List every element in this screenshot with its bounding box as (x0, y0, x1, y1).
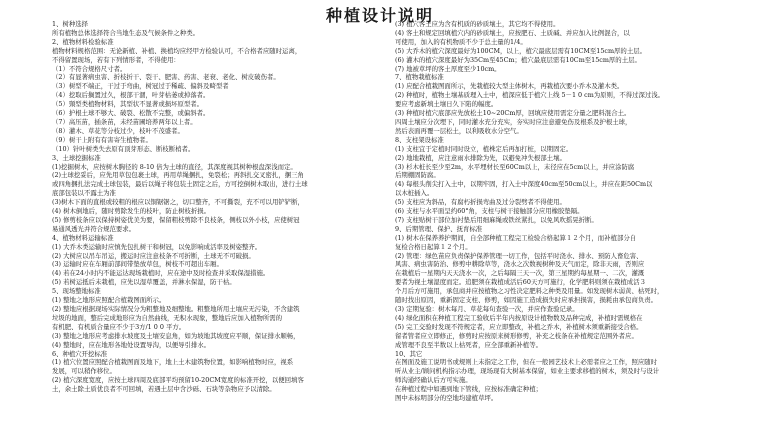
text-line: (2) 植穴深度宽度，应按土球四周及底部平均预留10-20CM宽度的标准开挖，以便回填客 (52, 376, 304, 385)
text-line: (5) 完工交验时发现不符规定者，应立即整改，补植之乔木，补植树木须重新接受合格。 (395, 322, 643, 331)
text-line: 复检合格日起算１２个月。 (395, 242, 472, 251)
text-line: 听从业主/顾问机构指示办理，现场现有大树基本保留，如业主要求移植的树木，须及时与设计 (395, 367, 660, 376)
page-title: 种植设计说明 (325, 6, 434, 25)
text-line: 随时找出原因，重新固定支柱、修剪，如因施工造成损失时应承担损害，损耗由承包商负责。 (395, 296, 658, 305)
text-line: （2）有显著病虫害、折枝折干、裂干、肥害、药害、老衰、老化、树皮破伤者。 (52, 73, 280, 82)
text-line: (1) 支柱宜于定植时同时设立，植株定后再加打桩，以期固定。 (395, 144, 573, 153)
text-line: 2、植物材料检验标准 (52, 37, 114, 46)
text-line: 要应考虑新填土壤日久下陷的幅度。 (395, 100, 498, 109)
text-line: (1) 植穴位置应照配合植栽图面及地下，地上土木建筑物位置，如影响植物时应，视系 (52, 358, 294, 367)
text-line: 3、土球挖掘标准 (52, 153, 101, 162)
text-line: 图中未标明部分的空地均建植草坪。 (395, 394, 498, 403)
text-line: (2) 大树应以吊车吊运，搬运时应注意枝条不可折断，土球无不可破损。 (52, 251, 255, 260)
text-line: (3) 定期复验：树木每月、草花每旬查验一次，并应作查验记录。 (395, 305, 579, 313)
text-line: 4、植物材料运输标准 (52, 233, 114, 242)
text-line: (5) 支柱应为斜品，有腐朽折损弯曲及过分裂劈者不得使用。 (395, 198, 566, 207)
text-line: 后期棚固防腐。 (395, 171, 440, 180)
text-line: (7) 支柱贴树干部位加衬垫后用细麻绳或铁丝紧扎，以免风吹摇晃折断。 (395, 215, 598, 224)
text-line: （3）树型不端正，干过于弯曲，树冠过于稀疏、偏斜及畸型者 (52, 82, 229, 91)
text-line: 易通风透光并符合规范要求。 (52, 224, 136, 233)
text-line: (1) 应配合植栽图面所示，先栽植较大型主体树木，再栽植次要小乔木及灌木类。 (395, 82, 624, 91)
text-line: 风害、病虫害防治、修剪中耕除草等，浇水之次数视树种及天气而定，除非天雨，否则应 (395, 260, 645, 269)
text-line: 要者为视土壤湿度而定。追肥须在栽植成活后60天方可施行，化学肥料则须在栽植成活３ (395, 278, 646, 287)
text-line: 个月后方可施用，承包商并应按植物之习性决定肥料之种类及用量。如发现树木弱黄、枯死时， (395, 287, 664, 296)
text-line: 可使用，加入的有机物质不少于总土量的1/4。 (395, 37, 527, 46)
text-line: 所有植物总体选择符合当地生态及气候条件之种类。 (52, 28, 199, 37)
text-line: (3)树木下面的直根或较粗的根应以铜锯锯之，切口整齐，不可撕裂，充不可以用铲铲断， (52, 198, 304, 207)
text-line: (4) 树木倒地后，随时剪除发生的枝叶，防止树枝折损。 (52, 207, 211, 216)
text-line: 6、种植穴开挖标准 (52, 349, 108, 358)
text-line: (2)土球挖妥后，应先用草包包裹土球，再用草绳捆扎，免裂松；再斜扎交叉密扎，捆三角 (52, 171, 304, 180)
text-line: (3) 运输时应在车厢前部间带垫放草包，树枝不可超出车厢。 (52, 260, 223, 269)
text-line: 四周土壤应分次埋下，同时灌水充分充实，夯实时应注意避免伤及根系及护根土球， (395, 117, 632, 126)
text-line: （7）高压苗，插条苗，未经苗圃培养两年以上者。 (52, 117, 197, 126)
text-line: 植物材料规格范围：无论新植、补植、换植均应经甲方检验认可，不合格者应随时运离， (52, 46, 302, 55)
text-line: (3) 杉木桩长至少至2m，水平埋材长至60Cm以上，末径应在5cm以上，并应涂防腐 (395, 162, 635, 171)
text-line: 土，余土除土质优良者不可回填，若遇土层中含沙砾、石块等杂物应予以清除。 (52, 385, 276, 394)
text-line: (6) 支柱与水平面呈约60°角，支柱与树干接触部分应用橡胶垫隔。 (395, 207, 584, 216)
text-line: (1) 大乔木类运输时应慎先包扎树干和树冠，以免影响成活率及树姿整齐。 (52, 242, 262, 251)
text-line: 在栽植后一星期内天天浇水一次，之后每隔三天一次，第三星期约每星期一、二次，灌溉 (395, 269, 645, 278)
text-line: (2) 管理：绿色苗应负责保护保养管理一切工作，包括平时浇水、排水、预防人畜危害、 (395, 251, 643, 260)
text-line: 有机肥、有机质合量应不少于3方/1 0 0 平方。 (52, 322, 186, 331)
text-line: （4）挖取后搁置过久，根部干涸，叶芽枯萎或掉落者。 (52, 91, 210, 100)
text-line: （6）护根土球不够大、破裂、松散不完整，或偏斜者。 (52, 109, 210, 118)
text-line: 垃圾的地面，整后完成地形应为自然曲线，无积水现象，整地后应加入植物所需的 (52, 313, 283, 322)
text-line: 在种植过程中如遇到地下管线，应按标准确定种植； (395, 385, 542, 394)
text-line: (5) 修剪枝条应以保持树姿优美为要，保留粗枝剪除不良枝条，侧枝以外小枝，应使树冠 (52, 215, 300, 224)
text-line: 1、树种选择 (52, 20, 89, 28)
text-line: (4) 每根头削尖打入土中，以期牢固，打入土中深度40cm至50cm以上，并应在距50Cm以 (395, 180, 653, 189)
text-line: (4) 绿化面积在种植工程完工验收后半年内按原设计植物数及品种完成，补植时需规格在 (395, 313, 643, 322)
text-line: 留者管者应立即修正，修剪时应按原来树形修剪，补充之枝条在补植规定范围外者应。 (395, 331, 638, 340)
text-line: (5) 大乔木的植穴深度最好为100CM，以上，植穴最底层需有10CM至15cm厚的土层。 (395, 46, 646, 55)
text-line: （1）不符合规格尺寸者。 (52, 64, 127, 73)
text-line: 7、植物栽植标准 (395, 73, 444, 82)
text-line: （8）灌木、草花等分枝过少，枝叶不茂盛者。 (52, 126, 184, 135)
left-text-column (52, 20, 407, 394)
text-line: (1) 树木在保养养护期间，自全部种植工程完工检验合格起算１２个月，而补植部分自 (395, 233, 637, 242)
text-line: (6) 灌木的植穴深度最好为35Cm至45Cm；植穴最底层需有10Cm至15cm厚的土层。 (395, 55, 641, 64)
text-line: (3) 种植时植穴底部应先放松土10~20Cm厚，回填应使用需定分量之肥料混合土。 (395, 109, 631, 118)
text-line: 在图面及施工说明书或规则上未指定之工作，但在一般园艺技术上必需者应之工作，照应随时 (395, 358, 658, 367)
text-line: （5）頸型类植物材料，其型状不显著或损坏原型者。 (52, 100, 204, 109)
text-line: 10、其它 (395, 349, 423, 358)
text-line: （10）针叶树类失去原有顶芽形态、断枝断梢者。 (52, 144, 195, 153)
text-line: (5) 若树运抵后未栽植，应先以湿草覆盖，并淋水保湿，防干枯。 (52, 278, 236, 287)
text-line: (4) 整地时，应在地形各地处设置导沟，以便导引排水。 (52, 340, 211, 349)
text-line: 8、支柱架设标准 (395, 135, 444, 144)
text-line: (3) 整地之地形应考虑排水坡度及土壤安息角，如为坡地其坡度应平顺，保证排水顺畅， (52, 331, 300, 340)
text-line: 5、现场整地标准 (52, 287, 101, 296)
text-line: (4) 客土和规定回填植穴内的砂质壤土，应按肥石、土质碱、并应加入比例混合，以 (395, 28, 630, 37)
text-line: （9）树干上附有有害寄生植物者。 (52, 135, 152, 144)
text-line: 发展，可以稍作移位。 (52, 367, 116, 376)
right-text-column (395, 20, 750, 403)
text-line: 底部包装以不露土为准 (52, 189, 116, 198)
text-line: 9、后期管理、保护、抚育标准 (395, 224, 483, 233)
text-line: (2) 地地栽植，应注意雨水排除为先，以避免冲失根部土壤。 (395, 153, 566, 162)
text-line: (2) 整地应根据现场实际情况分为粗整地及细整地。粗整地所用土壤应无污染，不含建筑 (52, 305, 300, 313)
text-line: 或四角捆扎法完成土球包装，最后以绳子将包装土固定之后，方可挖倒树木取出，进行土球 (52, 180, 308, 189)
text-line: (2) 种植时，植物土壤基质理入土中，植深应低于植穴上线 5－1 0 cm为原则，不得过深过浅。 (395, 91, 665, 100)
text-line: (3) 植穴客土应为含有机质的砂质壤土，其它均不得使用。 (395, 20, 560, 28)
text-line: (1) 整地之地形应照配合植栽图面所示。 (52, 296, 166, 305)
text-line: (1)挖掘树木，应按树木胸径的 8-10 倍为土球的直径，其深度视其树种根盘深浅而定。 (52, 162, 297, 171)
text-line: (7) 地被草坪的客土厚度至少10cm。 (395, 64, 501, 73)
text-line: 成管理不良至半数以上枯死者，应全部重新补植等。 (395, 340, 542, 349)
text-line: 然后表面再覆一层松土，以利吸收水分空气。 (395, 126, 523, 135)
text-line: (4) 若在24小时内不能运达现场栽植时，应在途中及时检查并采取保湿措施。 (52, 269, 270, 278)
text-line: 不得留置现场，若有下列情形者，不得使用： (52, 55, 180, 64)
text-line: 师沟通经确认后方可实施。 (395, 376, 472, 385)
text-line: 以木桩插入。 (395, 189, 434, 198)
